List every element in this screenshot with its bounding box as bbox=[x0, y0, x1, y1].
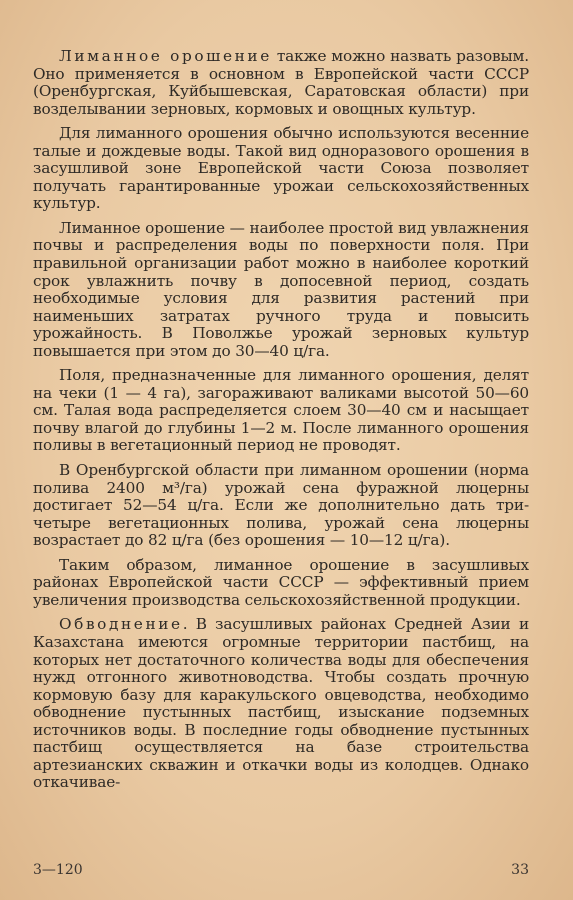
paragraph-3 bbox=[33, 220, 529, 360]
paragraph-7 bbox=[33, 616, 529, 791]
page-footer bbox=[33, 862, 529, 882]
term-watering: Обводнение bbox=[59, 615, 183, 634]
paragraph-6 bbox=[33, 557, 529, 610]
term-liman-irrigation: Лиманное орошение bbox=[59, 47, 272, 65]
paragraph-5 bbox=[33, 462, 529, 550]
page-body bbox=[33, 48, 529, 792]
paragraph-4-text: Поля, предназначенные для лиманного орошения, делят на чеки (1 — 4 га), загораживают валиками высотой 50—60 см. Талая вода распределяется слоем 30—40 см и насыщает почву влагой до глубины 1—2 м. После лиманного орошения поливы в вегетационный период не проводят. bbox=[33, 366, 529, 455]
paragraph-1 bbox=[33, 48, 529, 118]
page-number: 33 bbox=[511, 862, 529, 878]
signature-mark: 3—120 bbox=[33, 862, 83, 878]
paragraph-7-text: . В засушливых районах Средней Азии и Казахстана имеются огромные территории пастбищ, на которых нет достаточного количества воды для обеспечения нужд отгонного животноводства. Чтобы создать прочную кормовую базу для каракульского овцеводства, необходимо обводнение пустынных пастбищ, изыскание подземных источников воды. В последние годы обводнение пустынных пастбищ осуществляется на базе строительства артезианских скважин и откачки воды из колодцев. Однако откачивае- bbox=[33, 615, 529, 792]
paragraph-5-text: В Оренбургской области при лиманном орошении (норма полива 2400 м³/га) урожай сена фуражной люцерны достигает 52—54 ц/га. Если же дополнительно дать три-четыре вегетационных полива, урожай сена люцерны возрастает до 82 ц/га (без орошения — 10—12 ц/га). bbox=[33, 461, 529, 550]
paragraph-2-text: Для лиманного орошения обычно используются весенние талые и дождевые воды. Такой вид одноразового орошения в засушливой зоне Европейской части Союза позволяет получать гарантированные урожаи сельскохозяйственных культур. bbox=[33, 124, 529, 213]
paragraph-4 bbox=[33, 367, 529, 455]
paragraph-1-text: также можно назвать разовым. Оно применяется в основном в Европейской части СССР (Оренбургская, Куйбышевская, Саратовская области) при возделывании зерновых, кормовых и овощных культур. bbox=[33, 47, 529, 118]
paragraph-6-text: Таким образом, лиманное орошение в засушливых районах Европейской части СССР — эффективный прием увеличения производства сельскохозяйственной продукции. bbox=[33, 555, 529, 609]
paragraph-2 bbox=[33, 125, 529, 213]
paragraph-3-text: Лиманное орошение — наиболее простой вид увлажнения почвы и распределения воды по поверхности поля. При правильной организации работ можно в наиболее короткий срок увлажнить почву в допосевной период, создать необходимые условия для развития растений при наименьших затратах ручного труда и повысить урожайность. В Поволжье урожай зерновых культур повышается при этом до 30—40 ц/га. bbox=[33, 218, 529, 360]
